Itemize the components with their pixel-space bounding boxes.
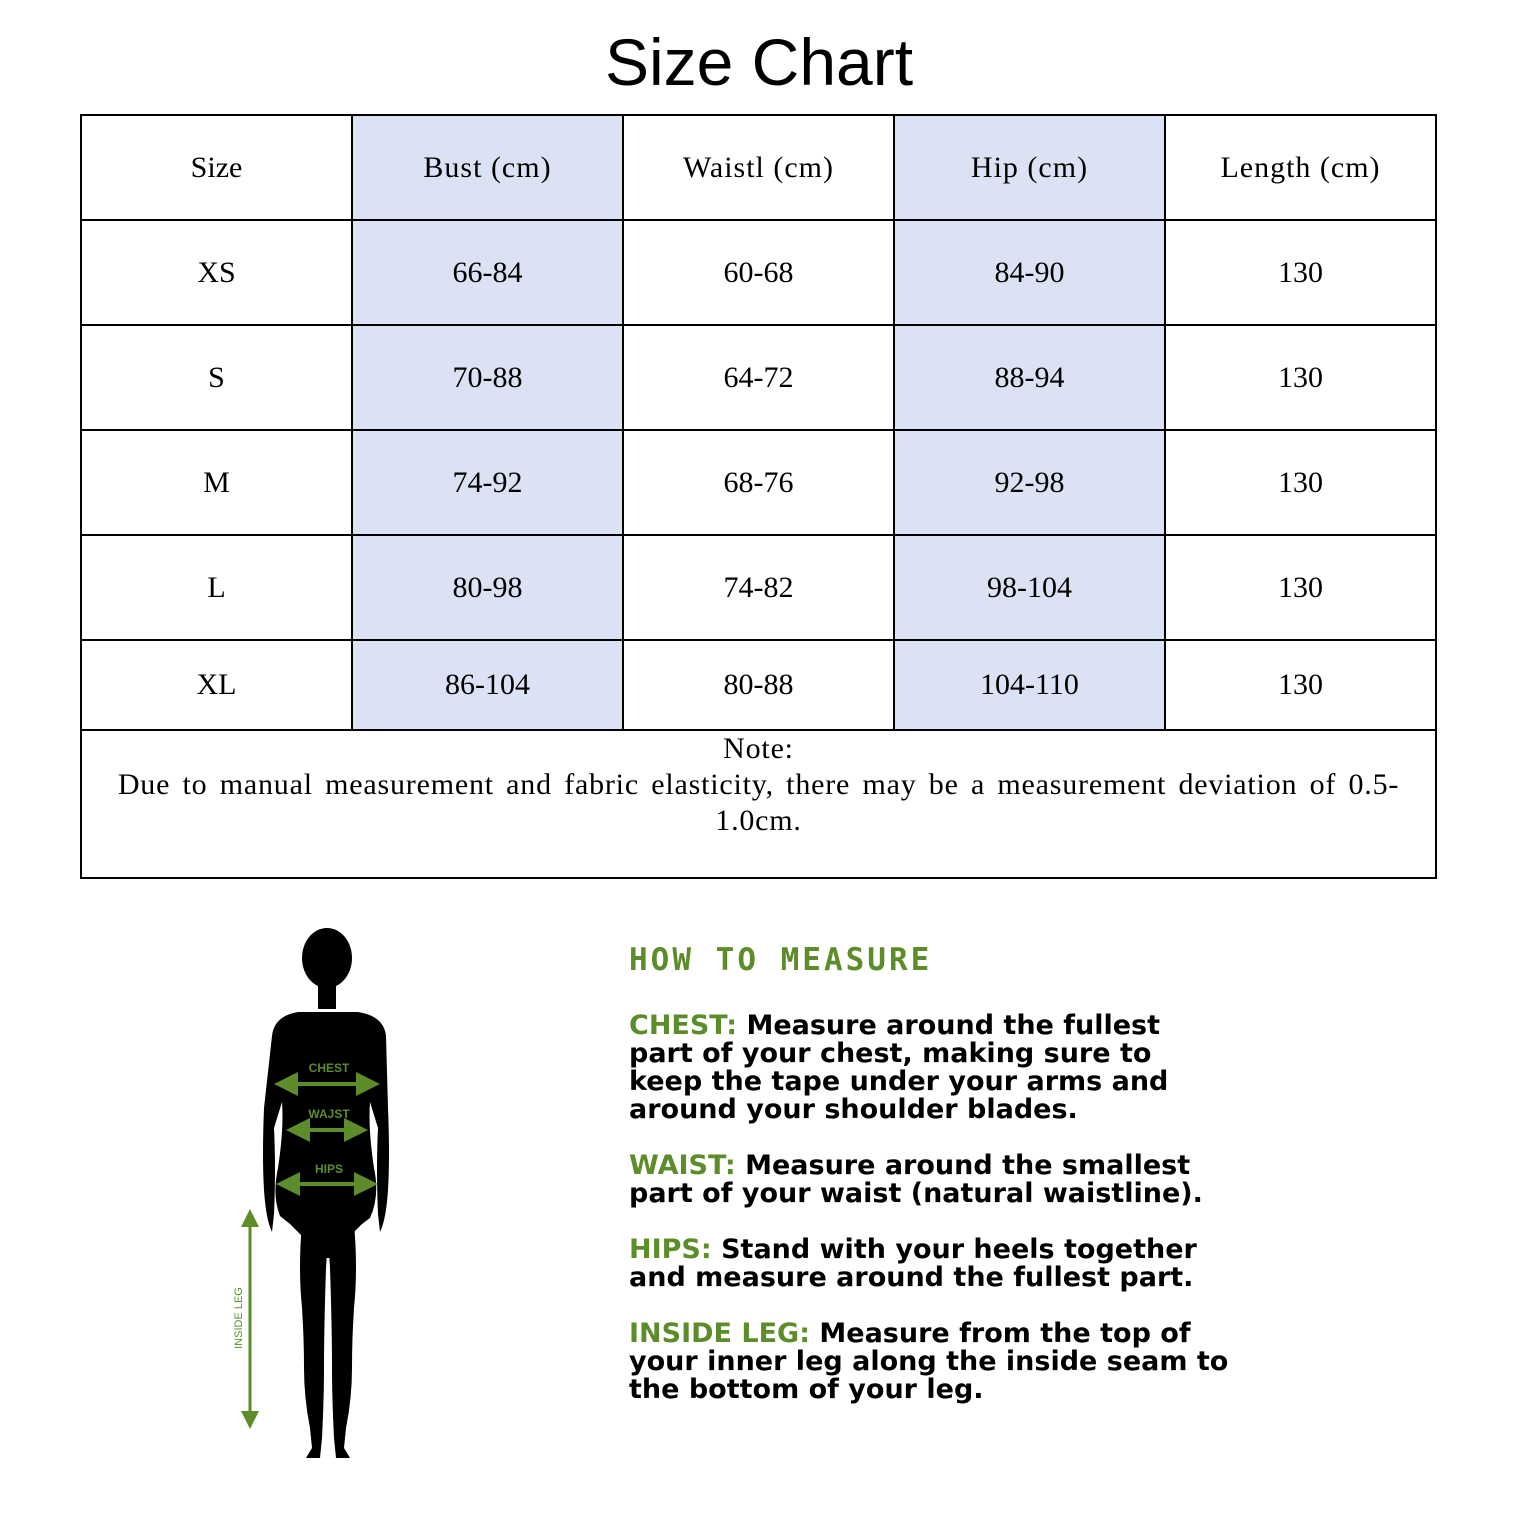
cell-bust: 74-92 [352,430,623,535]
cell-bust: 70-88 [352,325,623,430]
cell-waist: 74-82 [623,535,894,640]
note-text: Due to manual measurement and fabric elasticity, there may be a measurement deviation of 0.5-1.0cm. [117,768,1400,837]
measure-label: HIPS: [629,1234,712,1265]
header-hip: Hip (cm) [894,115,1165,220]
cell-size: XS [81,220,352,325]
table-row [81,220,1436,325]
cell-waist: 64-72 [623,325,894,430]
measure-item-chest [629,1012,1229,1124]
measure-item-inside-leg [629,1320,1229,1404]
cell-waist: 60-68 [623,220,894,325]
cell-hip: 104-110 [894,640,1165,730]
table-header-row [81,115,1436,220]
table-row [81,640,1436,730]
measure-text: Measure around the fullest part of your chest, making sure to keep the tape under your arms and around your shoulder blades. [629,1010,1169,1125]
chest-label: CHEST [308,1061,350,1075]
how-to-measure-title: HOW TO MEASURE [629,942,933,978]
hips-label: HIPS [314,1162,344,1176]
table-row [81,535,1436,640]
header-size: Size [81,115,352,220]
cell-size: S [81,325,352,430]
cell-hip: 98-104 [894,535,1165,640]
cell-size: M [81,430,352,535]
measure-label: CHEST: [629,1010,738,1041]
cell-waist: 68-76 [623,430,894,535]
page-title: Size Chart [604,25,914,99]
header-bust: Bust (cm) [352,115,623,220]
measure-text: Measure around the smallest part of your waist (natural waistline). [629,1150,1203,1209]
table-row [81,430,1436,535]
cell-length: 130 [1165,325,1436,430]
table-row [81,325,1436,430]
measure-item-waist [629,1152,1229,1208]
cell-bust: 80-98 [352,535,623,640]
cell-hip: 88-94 [894,325,1165,430]
cell-hip: 92-98 [894,430,1165,535]
measure-item-hips [629,1236,1229,1292]
cell-bust: 66-84 [352,220,623,325]
cell-length: 130 [1165,640,1436,730]
size-table [80,114,1437,879]
how-to-measure-section [629,942,1349,1432]
note-label: Note: [723,732,794,765]
measure-label: WAIST: [629,1150,736,1181]
header-waist: Waistl (cm) [623,115,894,220]
header-length: Length (cm) [1165,115,1436,220]
note-cell [81,730,1436,878]
cell-length: 130 [1165,535,1436,640]
waist-label: WAJST [308,1107,350,1121]
inside-leg-label: INSIDE LEG [233,1287,245,1349]
measure-text: Measure from the top of your inner leg along the inside seam to the bottom of your leg. [629,1318,1229,1405]
cell-waist: 80-88 [623,640,894,730]
cell-size: XL [81,640,352,730]
cell-hip: 84-90 [894,220,1165,325]
cell-length: 130 [1165,220,1436,325]
note-row [81,730,1436,878]
measure-label: INSIDE LEG: [629,1318,810,1349]
cell-length: 130 [1165,430,1436,535]
cell-bust: 86-104 [352,640,623,730]
body-silhouette-figure [220,928,410,1463]
cell-size: L [81,535,352,640]
silhouette-icon [263,928,389,1458]
measure-text: Stand with your heels together and measure around the fullest part. [629,1234,1197,1293]
